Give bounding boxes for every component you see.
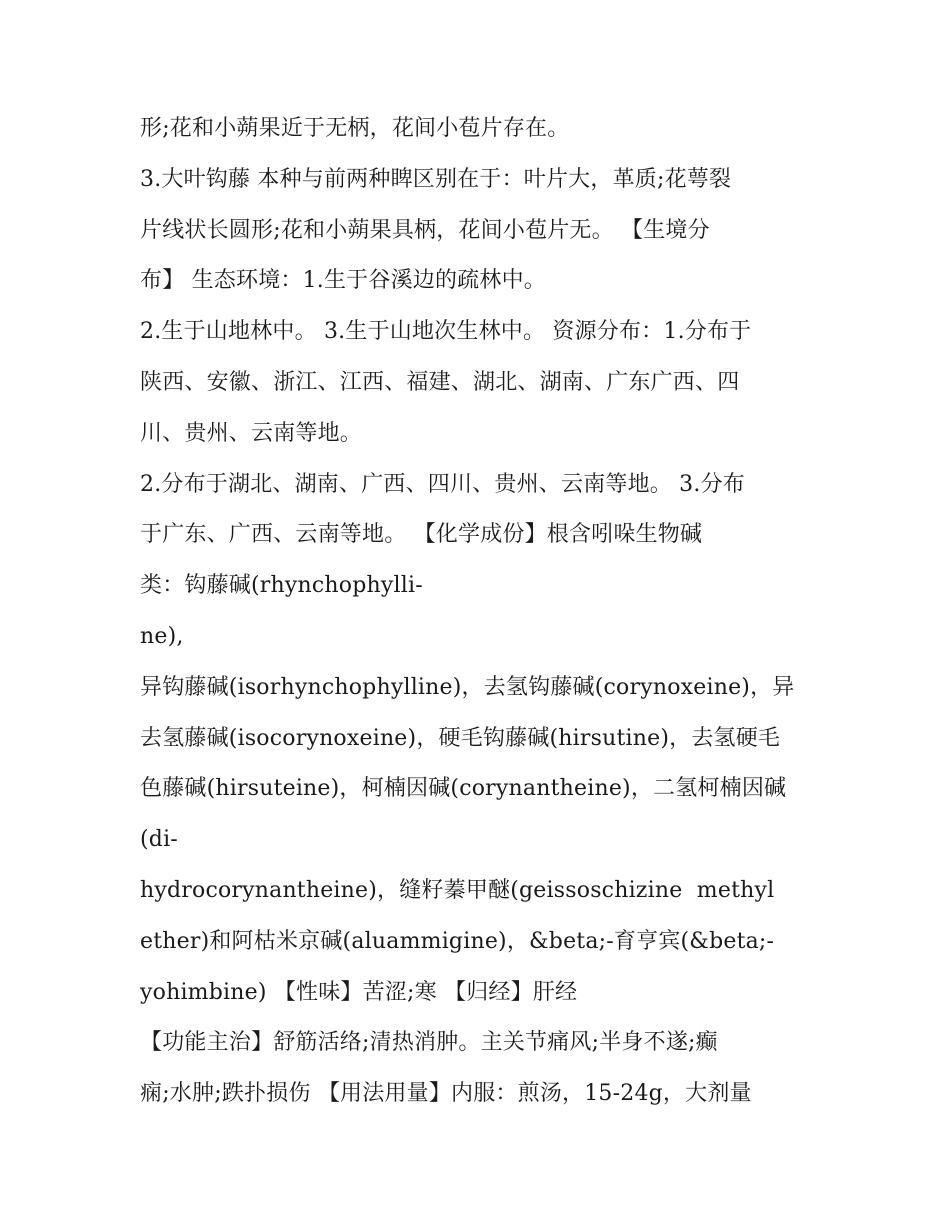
- text-line: 形;花和小蒴果近于无柄，花间小苞片存在。: [140, 116, 570, 141]
- body-text: [140, 104, 820, 1120]
- text-line: 片线状长圆形;花和小蒴果具柄，花间小苞片无。 【生境分: [140, 217, 710, 243]
- text-line: 类：钩藤碱(rhynchophylli-: [140, 573, 423, 599]
- text-line: 陕西、安徽、浙江、江西、福建、湖北、湖南、广东广西、四: [140, 369, 740, 395]
- text-line: 3.大叶钩藤 本种与前两种睥区别在于：叶片大，革质;花萼裂: [140, 166, 732, 192]
- text-line: 痫;水肿;跌扑损伤 【用法用量】内服：煎汤，15-24g，大剂量: [140, 1081, 752, 1107]
- text-line: (di-: [140, 827, 178, 853]
- text-line: 色藤碱(hirsuteine)，柯楠因碱(corynantheine)，二氢柯楠因碱: [140, 776, 787, 802]
- text-line: hydrocorynantheine)，缝籽蓁甲醚(geissoschizine methyl: [140, 877, 775, 903]
- text-line: 2.生于山地林中。 3.生于山地次生林中。 资源分布：1.分布于: [140, 319, 752, 345]
- text-line: 布】 生态环境：1.生于谷溪边的疏林中。: [140, 268, 546, 294]
- text-line: 川、贵州、云南等地。: [140, 420, 363, 446]
- text-line: 异钩藤碱(isorhynchophylline)，去氢钩藤碱(corynoxeine)，异: [140, 674, 795, 700]
- text-line: 于广东、广西、云南等地。 【化学成份】根含吲哚生物碱: [140, 522, 703, 548]
- text-line: 2.分布于湖北、湖南、广西、四川、贵州、云南等地。 3.分布: [140, 471, 745, 497]
- text-line: ne),: [140, 623, 184, 649]
- text-line: yohimbine) 【性味】苦涩;寒 【归经】肝经: [140, 979, 578, 1005]
- text-line: ether)和阿枯米京碱(aluammigine)，&beta;-育亨宾(&beta;-: [140, 928, 775, 954]
- text-line: 【功能主治】舒筋活络;清热消肿。主关节痛风;半身不遂;癫: [140, 1030, 718, 1056]
- text-line: 去氢藤碱(isocorynoxeine)，硬毛钩藤碱(hirsutine)，去氢硬毛: [140, 725, 781, 751]
